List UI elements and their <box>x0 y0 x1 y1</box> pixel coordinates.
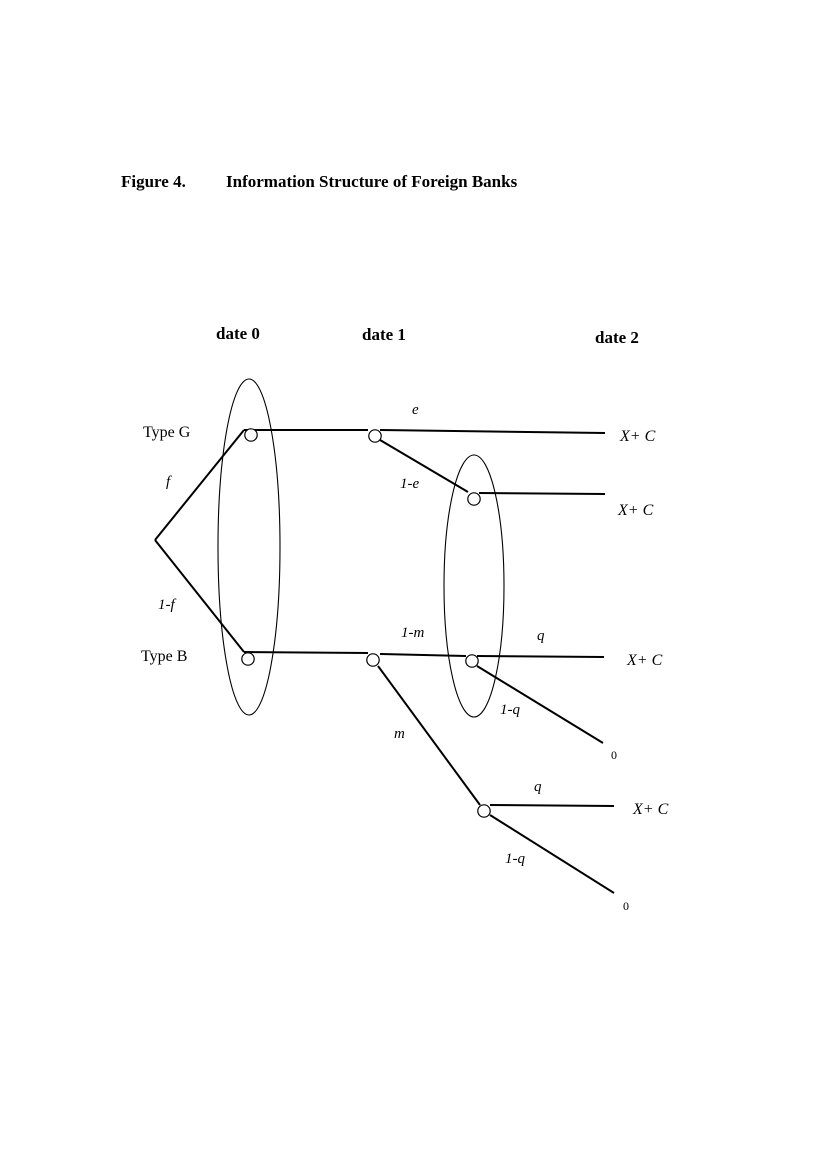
type-b-label: Type B <box>141 648 188 665</box>
node-B-date1 <box>367 654 379 666</box>
node-typeG <box>245 429 257 441</box>
date-1-label: date 1 <box>362 325 406 344</box>
edge-B-to-date1 <box>244 652 368 653</box>
payoff-2: X+ C <box>618 502 654 519</box>
payoff-3: X+ C <box>627 652 663 669</box>
edge-q-lower <box>490 805 614 806</box>
prob-q-upper: q <box>537 628 545 644</box>
prob-e: e <box>412 402 419 418</box>
edge-upper-to-payoff <box>479 493 605 494</box>
prob-m: m <box>394 726 405 742</box>
prob-one-minus-q-upper: 1-q <box>500 702 520 718</box>
prob-one-minus-q-lower: 1-q <box>505 851 525 867</box>
prob-one-minus-e: 1-e <box>400 476 420 492</box>
date-2-label: date 2 <box>595 328 639 347</box>
node-m-branch <box>478 805 490 817</box>
payoff-1: X+ C <box>620 428 656 445</box>
payoff-6: 0 <box>623 899 629 913</box>
prob-q-lower: q <box>534 779 542 795</box>
figure-number: Figure 4. <box>121 172 186 191</box>
edge-q-upper <box>477 656 604 657</box>
date-0-label: date 0 <box>216 324 260 343</box>
edge-one-minus-m <box>380 654 466 656</box>
edge-e <box>380 430 605 433</box>
edge-one-minus-e <box>380 440 468 492</box>
payoff-4: 0 <box>611 748 617 762</box>
node-info-upper <box>468 493 480 505</box>
node-info-lower <box>466 655 478 667</box>
figure-title: Information Structure of Foreign Banks <box>226 172 518 191</box>
edge-one-minus-q-upper <box>477 666 603 743</box>
tree-edges <box>155 430 614 893</box>
prob-f: f <box>166 474 171 490</box>
tree-nodes <box>242 429 490 817</box>
payoff-5: X+ C <box>633 801 669 818</box>
prob-one-minus-f: 1-f <box>158 597 175 613</box>
node-typeB <box>242 653 254 665</box>
node-G-date1 <box>369 430 381 442</box>
type-g-label: Type G <box>143 424 191 441</box>
prob-one-minus-m: 1-m <box>401 625 425 641</box>
edge-nature-to-typeB <box>155 540 244 652</box>
